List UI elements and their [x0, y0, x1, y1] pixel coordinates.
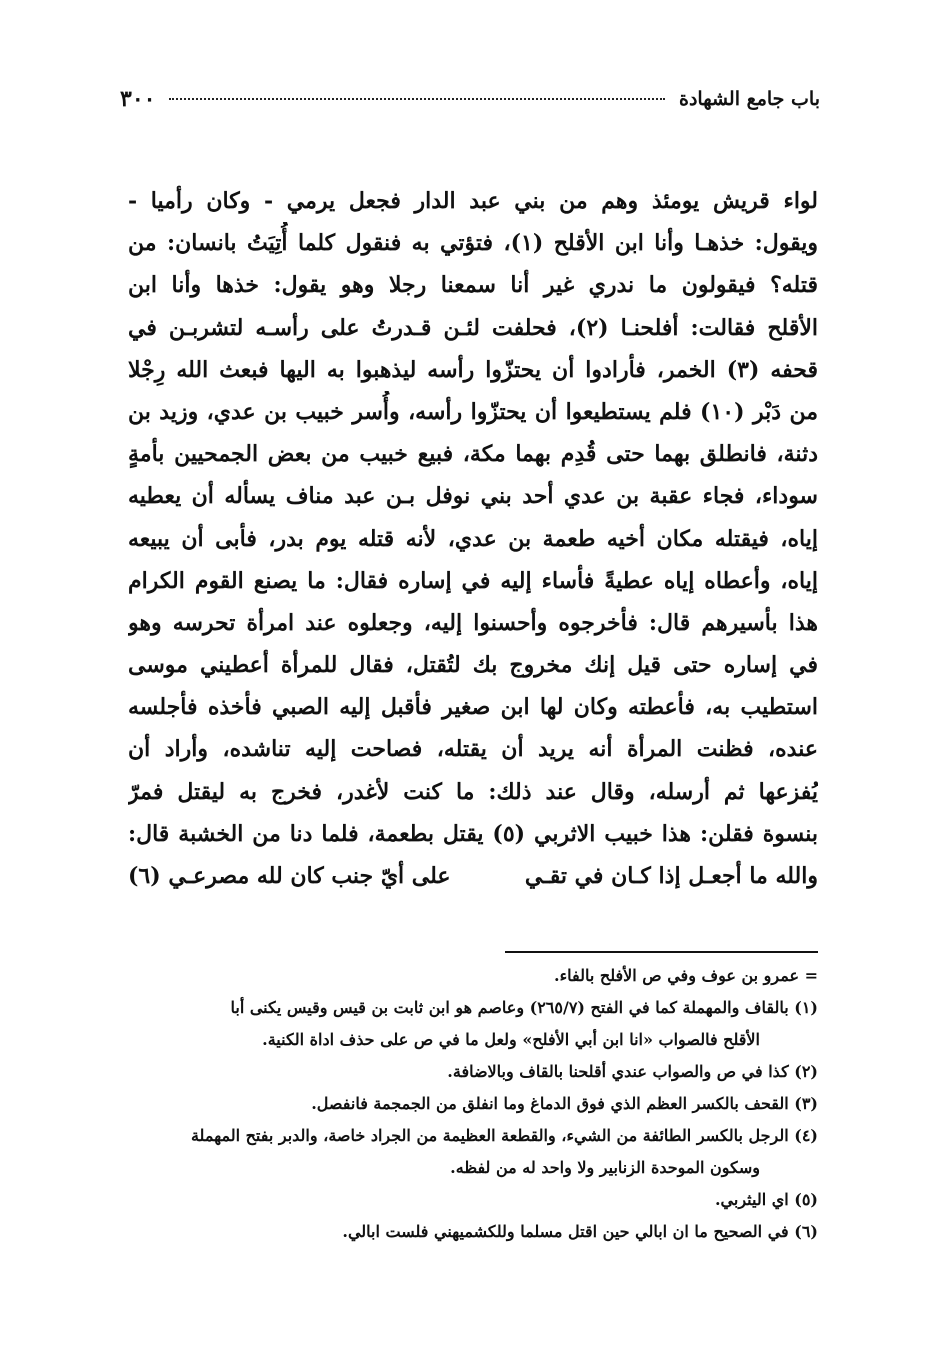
text-line: استطيب به، فأعطته وكان لها ابن صغير فأقبل إليه الصبي فأخذه فأجلسه: [128, 694, 818, 721]
footnote-4-continued: وسكون الموحدة الزنابير ولا واحد له من لفظه.: [450, 1158, 760, 1177]
text-line: دثنة، فانطلق بهما حتى قُدِم بهما مكة، فبيع خبيب من بعض الجمحيين بأمةٍ: [128, 441, 818, 468]
footnote-separator: [505, 951, 818, 953]
footnote-3: (٣) القحف بالكسر العظم الذي فوق الدماغ وما انفلق من الجمجمة فانفصل.: [311, 1094, 818, 1113]
main-text: [128, 180, 818, 897]
footnote-1-continued: الأقلح فالصواب «انا ابن أبي الأفلح» ولعل ما في ص على حذف اداة الكنية.: [262, 1030, 760, 1049]
text-line: الأقلح فقالت: أفلحنـا (٢)، فحلفت لئـن قـدرتُ على رأسـه لتشربـن في: [128, 314, 818, 341]
text-line: يُفزعها ثم أرسله، وقال عند ذلك: ما كنت لأغدر، فخرج به ليقتل فمرّ: [128, 778, 818, 805]
footnotes: [128, 960, 818, 1248]
text-line: بنسوة فقلن: هذا خبيب الاثربي (٥) يقتل بطعمة، فلما دنا من الخشبة قال:: [128, 820, 818, 847]
footnote-continuation: = عمرو بن عوف وفي ص الأفلح بالفاء.: [554, 966, 818, 985]
footnote-2: (٢) كذا في ص والصواب عندي أقلحنا بالقاف وبالاضافة.: [447, 1062, 818, 1081]
footnote-4: (٤) الرجل بالكسر الطائفة من الشيء، والقطعة العظيمة من الجراد خاصة، والدبر بفتح المهملة: [190, 1126, 818, 1145]
chapter-title: باب جامع الشهادة: [679, 88, 820, 110]
verse-first-hemistich: والله ما أجعـل إذا كـان في تقـي: [524, 863, 818, 889]
text-line: إياه، وأعطاه إياه عطيةً فأساء إليه في إساره فقال: ما يصنع القوم الكرام: [128, 567, 818, 594]
text-line: عنده، فظنت المرأة أنه يريد أن يقتله، فصاحت إليه تناشده، وأراد أن: [128, 736, 818, 763]
text-line: قتله؟ فيقولون ما ندري غير أنا سمعنا رجلا وهو يقول: خذها وأنا ابن: [128, 272, 818, 299]
poem-verse: [128, 855, 818, 897]
text-line: هذا بأسيرهم قال: فأخرجوه وأحسنوا إليه، وجعلوه عند امرأة تحرسه وهو: [128, 609, 818, 636]
text-line: قحفه (٣) الخمر، فأرادوا أن يحتزّوا رأسه ليذهبوا به اليها فبعث الله رِجْلا: [128, 356, 818, 383]
footnote-5: (٥) اي اليثربي.: [714, 1190, 818, 1209]
text-line: لواء قريش يومئذ وهم من بني عبد الدار فجعل يرمي - وكان رأميا -: [128, 188, 818, 214]
text-line: من دَبْر (١٠) فلم يستطيعوا أن يحتزّوا رأسه، وأُسر خبيب بن عدي، وزيد بن: [128, 398, 818, 425]
footnote-6: (٦) في الصحيح ما ان ابالي حين اقتل مسلما وللكشميهني فلست ابالي.: [342, 1222, 818, 1241]
page-header: [120, 83, 820, 115]
text-line: سوداء، فجاء عقبة بن عدي أحد بني نوفل بـن عبد مناف يسأله أن يعطيه: [128, 483, 818, 510]
footnote-1: (١) بالقاف والمهملة كما في الفتح (٢٦٥/٧) وعاصم هو ابن ثابت بن قيس وقيس يكنى أبا: [230, 998, 818, 1017]
page-number: ٣٠٠: [120, 86, 156, 112]
text-line: في إساره حتى قيل إنك مخروج بك لتُقتل، فقال للمرأة أعطيني موسى: [128, 652, 818, 679]
verse-second-hemistich: على أيّ جنب كان لله مصرعـي (٦): [128, 863, 451, 889]
text-line: إياه، فيقتله مكان أخيه طعمة بن عدي، لأنه قتله يوم بدر، فأبى أن يبيعه: [128, 525, 818, 552]
header-dotted-leader: [169, 98, 665, 100]
text-line: ويقول: خذهـا وأنا ابن الأقلح (١)، فتؤتي به فنقول كلما أُتِيَتُ بانسان: من: [128, 230, 818, 257]
